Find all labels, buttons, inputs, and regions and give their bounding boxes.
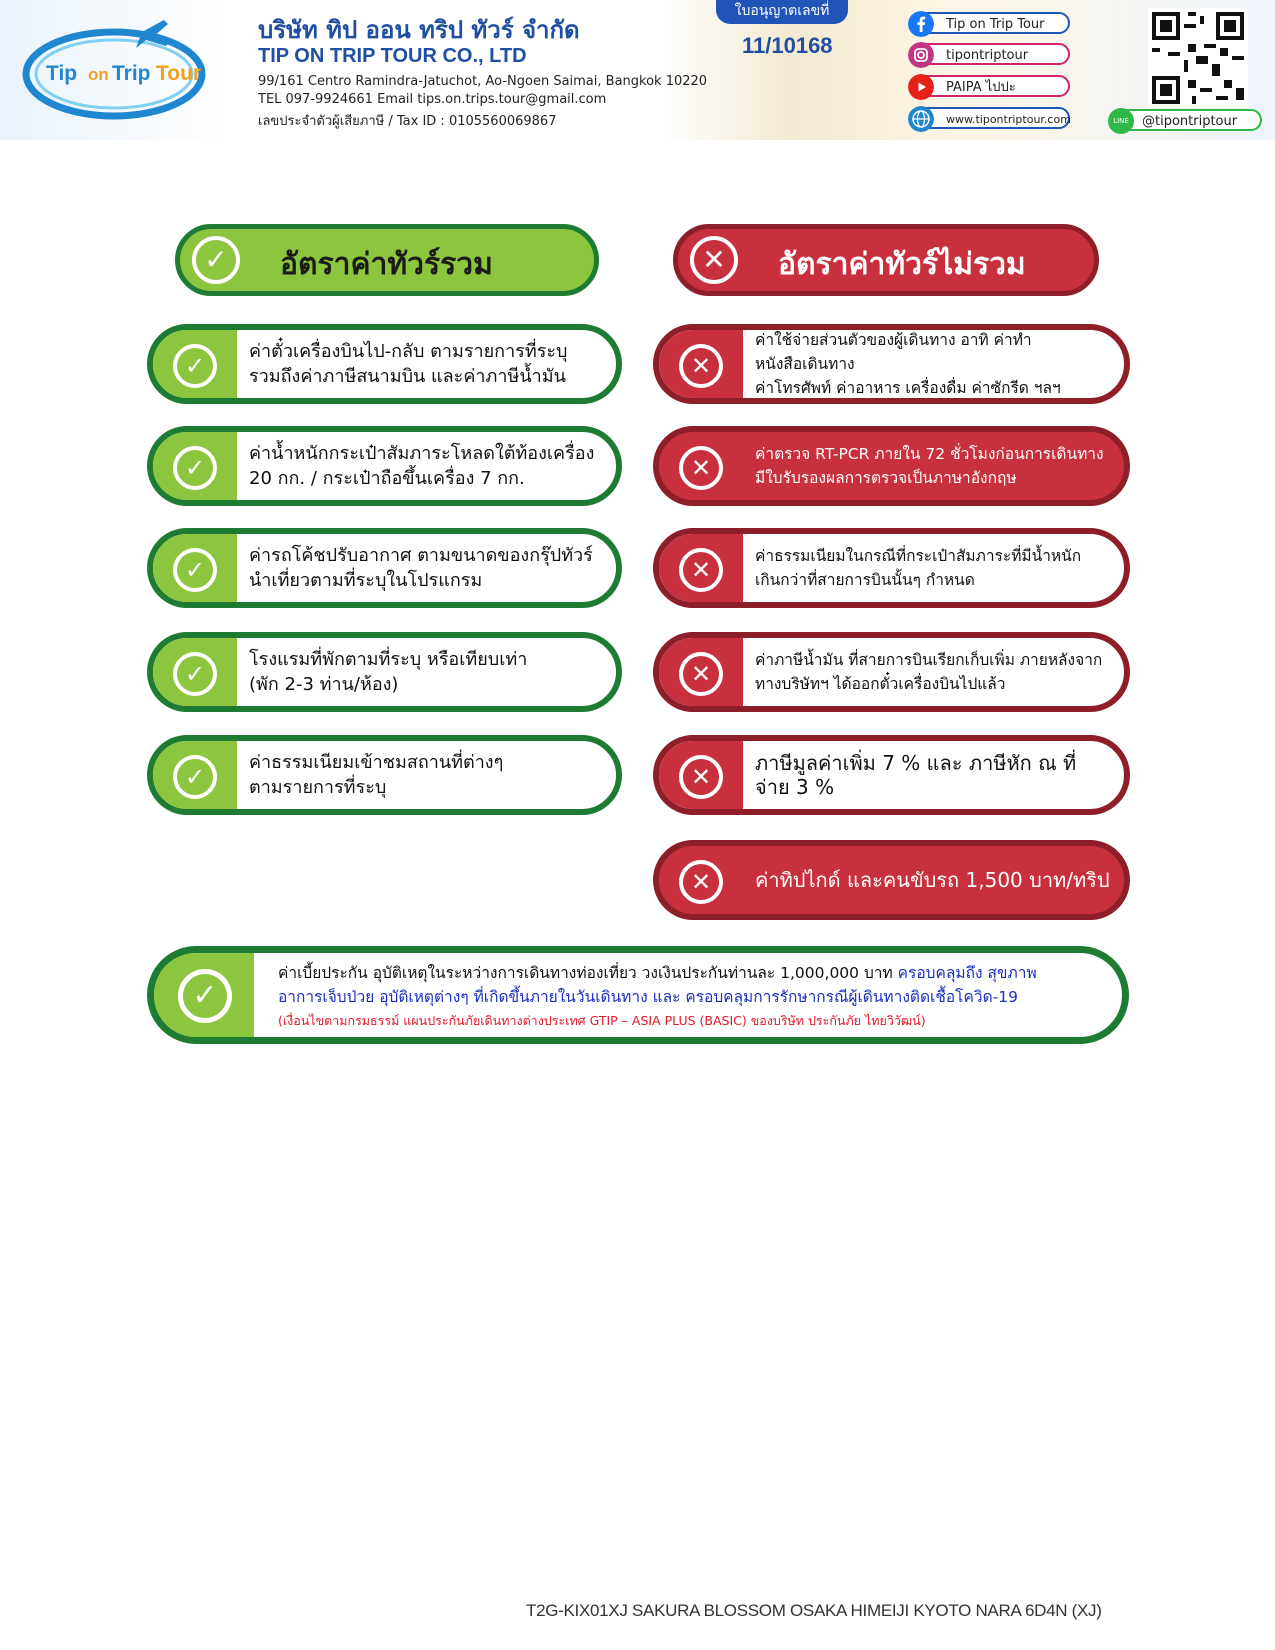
excluded-header (673, 224, 1099, 296)
item-line: รวมถึงค่าภาษีสนามบิน และค่าภาษีน้ำมัน (249, 366, 566, 387)
excluded-item (653, 632, 1130, 712)
included-item (147, 632, 622, 712)
facebook-icon (908, 11, 934, 37)
item-line: ค่าทิปไกด์ และคนขับรถ 1,500 บาท/ทริป (755, 868, 1110, 892)
insurance-condition-note: (เงื่อนไขตามกรมธรรม์ แผนประกันภัยเดินทางต่างประเทศ GTIP – ASIA PLUS (BASIC) ของบริษัท ประกันภัย ไทยวิวัฒน์) (278, 1013, 926, 1028)
x-circle-icon: ✕ (679, 446, 723, 490)
included-item (147, 426, 622, 506)
item-line: ภาษีมูลค่าเพิ่ม 7 % และ ภาษีหัก ณ ที่จ่าย 3 % (755, 751, 1077, 799)
line-icon: LINE (1108, 108, 1134, 134)
insurance-coverage-detail: อาการเจ็บป่วย อุบัติเหตุต่างๆ ที่เกิดขึ้นภายในวันเดินทาง และ ครอบคลุมการรักษากรณีผู้เดินทางติดเชื้อโควิด-19 (278, 988, 1018, 1006)
item-line: ค่าใช้จ่ายส่วนตัวของผู้เดินทาง อาทิ ค่าทำหนังสือเดินทาง (755, 331, 1032, 373)
check-circle-icon: ✓ (173, 755, 217, 799)
check-circle-icon: ✓ (192, 236, 240, 284)
x-circle-icon: ✕ (679, 652, 723, 696)
item-line: นำเที่ยวตามที่ระบุในโปรแกรม (249, 570, 483, 591)
excluded-item (653, 426, 1130, 506)
qr-code[interactable] (1148, 8, 1248, 108)
x-circle-icon: ✕ (679, 548, 723, 592)
item-line: ค่าธรรมเนียมเข้าชมสถานที่ต่างๆ (249, 752, 504, 773)
facebook-link[interactable] (910, 12, 1070, 34)
included-item (147, 324, 622, 404)
company-name-thai: บริษัท ทิป ออน ทริป ทัวร์ จำกัด (258, 16, 580, 44)
company-address: 99/161 Centro Ramindra-Jatuchot, Ao-Ngoen Saimai, Bangkok 10220 (258, 74, 708, 89)
youtube-link[interactable] (910, 75, 1070, 97)
x-circle-icon: ✕ (690, 236, 738, 284)
item-line: (พัก 2-3 ท่าน/ห้อง) (249, 674, 399, 695)
youtube-label: PAIPA ไปปะ (946, 80, 1016, 95)
item-line: ทางบริษัทฯ ได้ออกตั๋วเครื่องบินไปแล้ว (755, 675, 1006, 693)
item-line: ค่าน้ำหนักกระเป๋าสัมภาระโหลดใต้ท้องเครื่อง (249, 443, 595, 464)
item-line: ค่ารถโค้ชปรับอากาศ ตามขนาดของกรุ๊ปทัวร์ (249, 545, 593, 566)
svg-text:Trip: Trip (112, 62, 151, 85)
excluded-item (653, 528, 1130, 608)
excluded-item (653, 324, 1130, 404)
item-line: โรงแรมที่พักตามที่ระบุ หรือเทียบเท่า (249, 649, 528, 670)
instagram-icon (908, 42, 934, 68)
check-circle-icon: ✓ (178, 969, 232, 1023)
item-line: ตามรายการที่ระบุ (249, 777, 387, 798)
line-label: @tipontriptour (1142, 114, 1238, 129)
excluded-item (653, 735, 1130, 815)
website-label: www.tipontriptour.com (946, 113, 1071, 126)
item-line: ค่าภาษีน้ำมัน ที่สายการบินเรียกเก็บเพิ่ม ภายหลังจาก (755, 651, 1103, 669)
x-circle-icon: ✕ (679, 860, 723, 904)
item-line: ค่าตั๋วเครื่องบินไป-กลับ ตามรายการที่ระบุ (249, 341, 568, 362)
instagram-label: tipontriptour (946, 48, 1029, 63)
letterhead (0, 0, 1275, 140)
item-line: 20 กก. / กระเป๋าถือขึ้นเครื่อง 7 กก. (249, 468, 525, 489)
check-circle-icon: ✓ (173, 548, 217, 592)
check-circle-icon: ✓ (173, 344, 217, 388)
item-line: ค่าโทรศัพท์ ค่าอาหาร เครื่องดื่ม ค่าซักรีด ฯลฯ (755, 379, 1061, 397)
item-line: ค่าตรวจ RT-PCR ภายใน 72 ชั่วโมงก่อนการเดินทาง (755, 445, 1104, 463)
excluded-title: อัตราค่าทัวร์ไม่รวม (778, 247, 1026, 282)
company-logo (22, 14, 212, 122)
facebook-label: Tip on Trip Tour (946, 17, 1045, 32)
item-line: มีใบรับรองผลการตรวจเป็นภาษาอังกฤษ (755, 469, 1017, 487)
tour-code-footer: T2G-KIX01XJ SAKURA BLOSSOM OSAKA HIMEIJI KYOTO NARA 6D4N (XJ) (526, 1601, 1102, 1620)
insurance-item (147, 946, 1129, 1044)
included-item (147, 735, 622, 815)
check-circle-icon: ✓ (173, 652, 217, 696)
website-link[interactable] (910, 107, 1070, 129)
instagram-link[interactable] (910, 43, 1070, 65)
license-label: ใบอนุญาตเลขที่ (716, 0, 848, 24)
company-contact: TEL 097-9924661 Email tips.on.trips.tour@gmail.com (258, 92, 607, 107)
insurance-text: ค่าเบี้ยประกัน อุบัติเหตุในระหว่างการเดินทางท่องเที่ยว วงเงินประกันท่านละ 1,000,000 บาท (278, 964, 898, 982)
included-header (175, 224, 599, 296)
x-circle-icon: ✕ (679, 755, 723, 799)
svg-text:on: on (88, 65, 109, 84)
included-item (147, 528, 622, 608)
svg-text:Tip: Tip (46, 62, 78, 85)
globe-icon (908, 106, 934, 132)
company-name-english: TIP ON TRIP TOUR CO., LTD (258, 45, 527, 67)
license-number: 11/10168 (742, 33, 833, 58)
included-title: อัตราค่าทัวร์รวม (280, 247, 493, 282)
item-line: เกินกว่าที่สายการบินนั้นๆ กำหนด (755, 571, 975, 589)
excluded-item (653, 840, 1130, 920)
check-circle-icon: ✓ (173, 446, 217, 490)
x-circle-icon: ✕ (679, 344, 723, 388)
line-link[interactable] (1110, 109, 1262, 131)
item-line: ค่าธรรมเนียมในกรณีที่กระเป๋าสัมภาระที่มีน้ำหนัก (755, 547, 1082, 565)
insurance-coverage: ครอบคลุมถึง สุขภาพ (897, 964, 1037, 982)
svg-text:Tour: Tour (156, 62, 202, 85)
youtube-icon (908, 74, 934, 100)
company-tax-id: เลขประจำตัวผู้เสียภาษี / Tax ID : 0105560069867 (258, 114, 557, 129)
